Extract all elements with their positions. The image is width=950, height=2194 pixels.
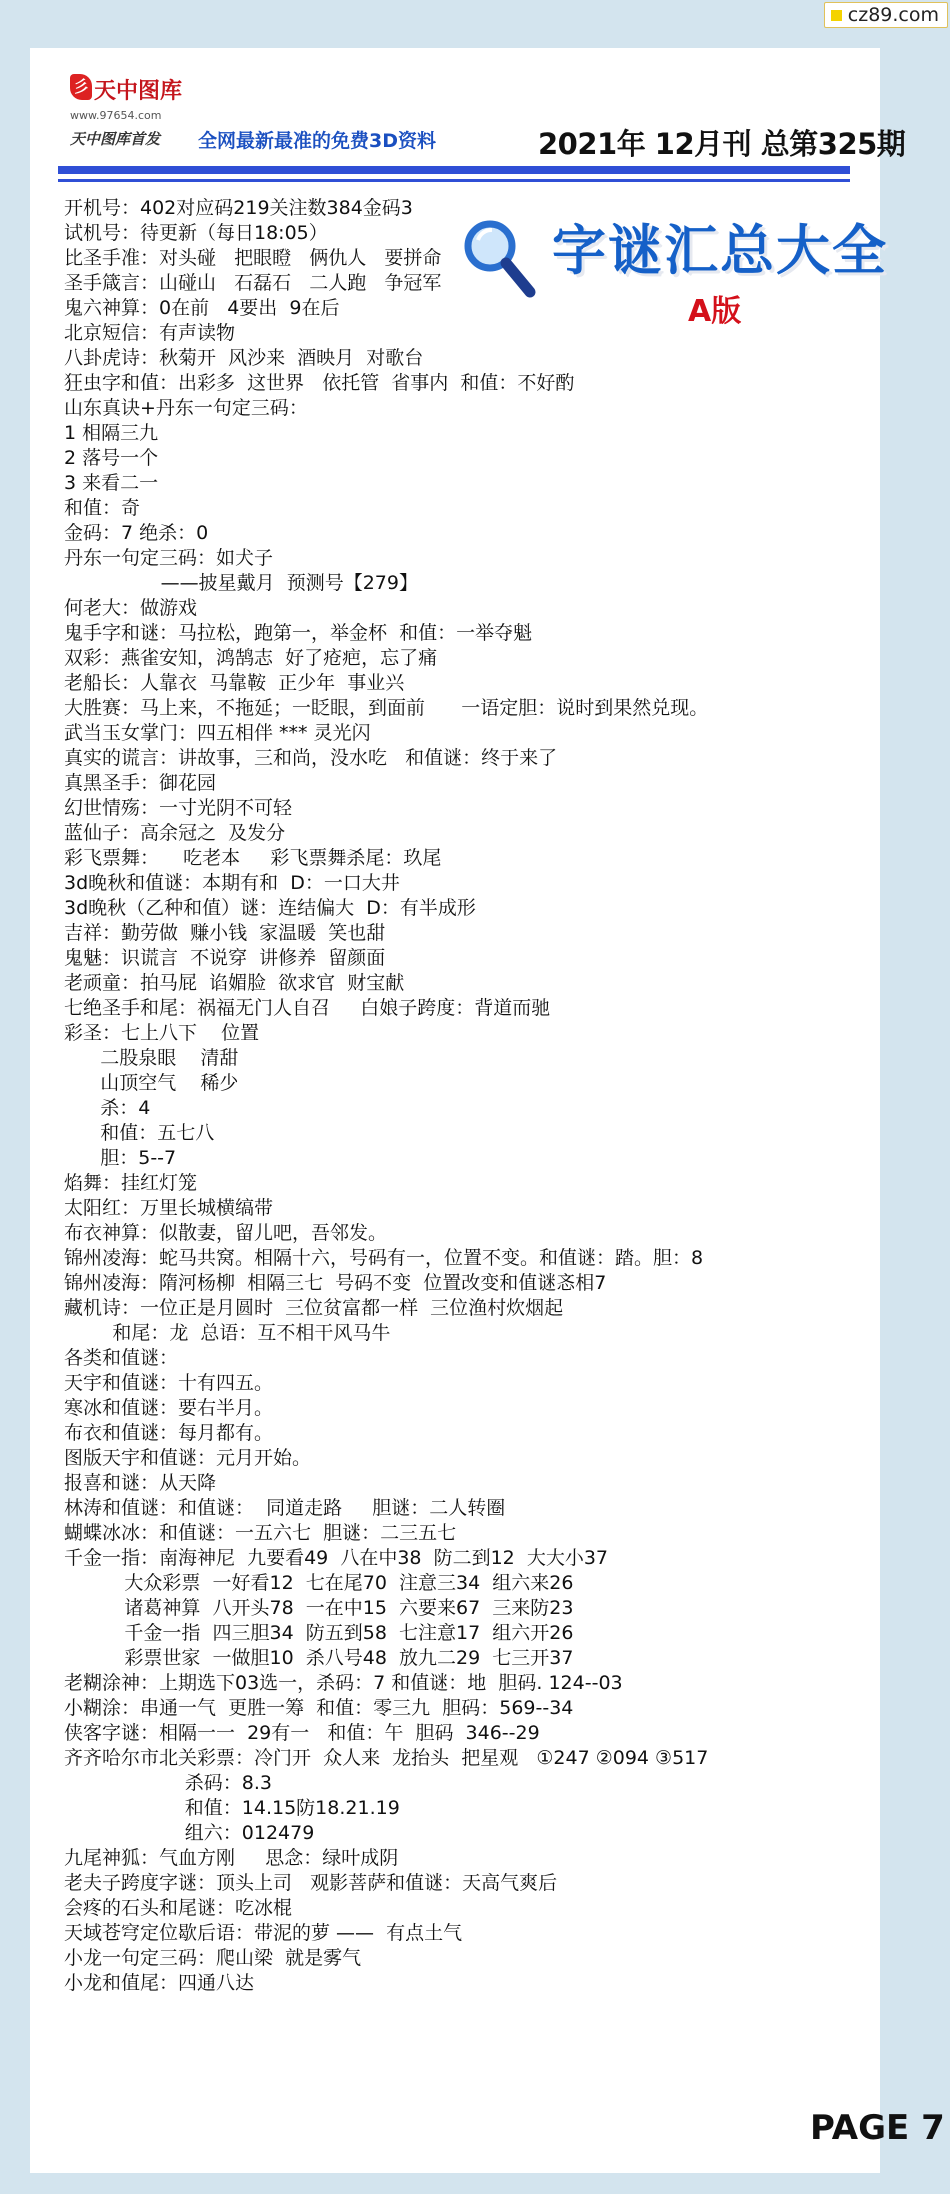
text-line: 山顶空气 稀少 — [64, 1072, 239, 1094]
text-line: 真实的谎言：讲故事，三和尚，没水吃 和值谜：终于来了 — [64, 747, 558, 769]
text-line: 何老大：做游戏 — [64, 597, 198, 619]
text-line: 北京短信：有声读物 — [64, 322, 236, 344]
text-line: 彩票世家 一做胆10 杀八号48 放九二29 七三开37 — [64, 1647, 574, 1669]
logo-url: www.97654.com — [70, 109, 162, 122]
text-line: 林涛和值谜：和值谜： 同道走路 胆谜：二人转圈 — [64, 1497, 506, 1519]
watermark-text: cz89.com — [847, 4, 939, 26]
text-line: 锦州凌海：蛇马共窝。相隔十六，号码有一，位置不变。和值谜：踏。胆：8 — [64, 1247, 704, 1269]
text-line: 二股泉眼 清甜 — [64, 1047, 239, 1069]
text-line: 鬼六神算：0在前 4要出 9在后 — [64, 297, 340, 319]
text-line: 焰舞：挂红灯笼 — [64, 1172, 198, 1194]
text-line: 会疼的石头和尾谜：吃冰棍 — [64, 1897, 293, 1919]
text-line: 组六：012479 — [64, 1822, 315, 1844]
text-line: 试机号：待更新（每日18:05） — [64, 222, 328, 244]
slogan-left: 天中图库首发 — [70, 130, 161, 148]
text-line: 比圣手准：对头碰 把眼瞪 俩仇人 要拼命 — [64, 247, 442, 269]
site-watermark — [824, 2, 948, 28]
text-line: 真黑圣手：御花园 — [64, 772, 217, 794]
logo-mark-icon: 彡 — [70, 74, 92, 100]
text-line: 和尾：龙 总语：互不相干风马牛 — [64, 1322, 391, 1344]
text-line: 3d晚秋和值谜：本期有和 D：一口大井 — [64, 872, 400, 894]
text-line: 和值：14.15防18.21.19 — [64, 1797, 400, 1819]
text-line: 侠客字谜：相隔一一 29有一 和值：午 胆码 346--29 — [64, 1722, 540, 1744]
text-line: 双彩：燕雀安知，鸿鹄志 好了疮疤，忘了痛 — [64, 647, 438, 669]
text-line: 彩圣：七上八下 位置 — [64, 1022, 260, 1044]
page-number: PAGE 7 — [810, 2108, 945, 2148]
text-line: 天域苍穹定位歇后语：带泥的萝 —— 有点土气 — [64, 1922, 463, 1944]
text-line: 和值：奇 — [64, 497, 141, 519]
text-line: 八卦虎诗：秋菊开 风沙来 酒映月 对歌台 — [64, 347, 424, 369]
page-subtitle: A版 — [688, 294, 742, 329]
text-line: 千金一指 四三胆34 防五到58 七注意17 组六开26 — [64, 1622, 574, 1644]
text-line: 幻世情殇：一寸光阴不可轻 — [64, 797, 293, 819]
text-line: 寒冰和值谜：要右半月。 — [64, 1397, 274, 1419]
text-line: 小龙一句定三码：爬山梁 就是雾气 — [64, 1947, 362, 1969]
text-line: 3 来看二一 — [64, 472, 159, 494]
text-line: 老船长：人靠衣 马靠鞍 正少年 事业兴 — [64, 672, 405, 694]
text-line: 天宇和值谜：十有四五。 — [64, 1372, 274, 1394]
text-line: 老顽童：拍马屁 谄媚脸 欲求官 财宝献 — [64, 972, 405, 994]
text-line: 杀：4 — [64, 1097, 151, 1119]
text-line: 锦州凌海：隋河杨柳 相隔三七 号码不变 位置改变和值谜忞相7 — [64, 1272, 607, 1294]
header-divider — [58, 166, 850, 174]
text-line: 开机号：402对应码219关注数384金码3 — [64, 197, 413, 219]
text-line: 小糊涂：串通一气 更胜一筹 和值：零三九 胆码：569--34 — [64, 1697, 574, 1719]
text-line: 金码：7 绝杀：0 — [64, 522, 209, 544]
text-line: 藏机诗：一位正是月圆时 三位贫富都一样 三位渔村炊烟起 — [64, 1297, 564, 1319]
document-page — [30, 48, 945, 2173]
text-line: 各类和值谜： — [64, 1347, 179, 1369]
text-line: 和值：五七八 — [64, 1122, 215, 1144]
text-line: 吉祥：勤劳做 赚小钱 家温暖 笑也甜 — [64, 922, 386, 944]
text-line: 老夫子跨度字谜：顶头上司 观影菩萨和值谜：天高气爽后 — [64, 1872, 558, 1894]
watermark-square-icon — [831, 10, 842, 21]
text-line: 七绝圣手和尾：祸福无门人自召 白娘子跨度：背道而驰 — [64, 997, 551, 1019]
text-line: 太阳红：万里长城横缟带 — [64, 1197, 274, 1219]
text-line: 1 相隔三九 — [64, 422, 159, 444]
text-line: 诸葛神算 八开头78 一在中15 六要来67 三来防23 — [64, 1597, 574, 1619]
text-line: 齐齐哈尔市北关彩票：冷门开 众人来 龙抬头 把星观 ①247 ②094 ③517 — [64, 1747, 709, 1769]
text-line: 武当玉女掌门：四五相伴 *** 灵光闪 — [64, 722, 371, 744]
text-line: 3d晚秋（乙种和值）谜：连结偏大 D：有半成形 — [64, 897, 476, 919]
text-line: 大胜赛：马上来，不拖延；一眨眼，到面前 一语定胆：说时到果然兑现。 — [64, 697, 709, 719]
text-line: 报喜和谜：从天降 — [64, 1472, 217, 1494]
text-line: 图版天宇和值谜：元月开始。 — [64, 1447, 312, 1469]
text-line: 老糊涂神：上期选下03选一，杀码：7 和值谜：地 胆码. 124--03 — [64, 1672, 623, 1694]
text-line: 九尾神狐：气血方刚 思念：绿叶成阴 — [64, 1847, 399, 1869]
text-line: 布衣神算：似散妻，留儿吧，吾邻发。 — [64, 1222, 388, 1244]
text-line: 彩飞票舞： 吃老本 彩飞票舞杀尾：玖尾 — [64, 847, 442, 869]
text-line: 狂虫字和值：出彩多 这世界 依托管 省事内 和值：不好酌 — [64, 372, 575, 394]
text-line: 小龙和值尾：四通八达 — [64, 1972, 255, 1994]
text-line: 蓝仙子：高余冠之 及发分 — [64, 822, 286, 844]
text-line: 山东真诀+丹东一句定三码： — [64, 397, 308, 419]
issue-label: 2021年 12月刊 总第325期 — [538, 127, 906, 161]
text-line: ——披星戴月 预测号【279】 — [64, 572, 418, 594]
text-line: 布衣和值谜：每月都有。 — [64, 1422, 274, 1444]
riddle-list — [64, 196, 874, 1996]
text-line: 胆：5--7 — [64, 1147, 177, 1169]
text-line: 2 落号一个 — [64, 447, 159, 469]
text-line: 大众彩票 一好看12 七在尾70 注意三34 组六来26 — [64, 1572, 574, 1594]
text-line: 圣手箴言：山碰山 石磊石 二人跑 争冠军 — [64, 272, 442, 294]
text-line: 蝴蝶冰冰：和值谜：一五六七 胆谜：二三五七 — [64, 1522, 457, 1544]
logo-name: 天中图库 — [94, 79, 183, 104]
text-line: 丹东一句定三码：如犬子 — [64, 547, 274, 569]
header-divider-thin — [58, 179, 850, 182]
text-line: 杀码：8.3 — [64, 1772, 273, 1794]
text-line: 鬼魅：识谎言 不说穿 讲修养 留颜面 — [64, 947, 386, 969]
text-line: 千金一指：南海神尼 九要看49 八在中38 防二到12 大大小37 — [64, 1547, 609, 1569]
slogan-right: 全网最新最准的免费3D资料 — [198, 130, 436, 152]
text-line: 鬼手字和谜：马拉松，跑第一，举金杯 和值：一举夺魁 — [64, 622, 533, 644]
page-title: 字谜汇总大全 — [552, 219, 888, 282]
